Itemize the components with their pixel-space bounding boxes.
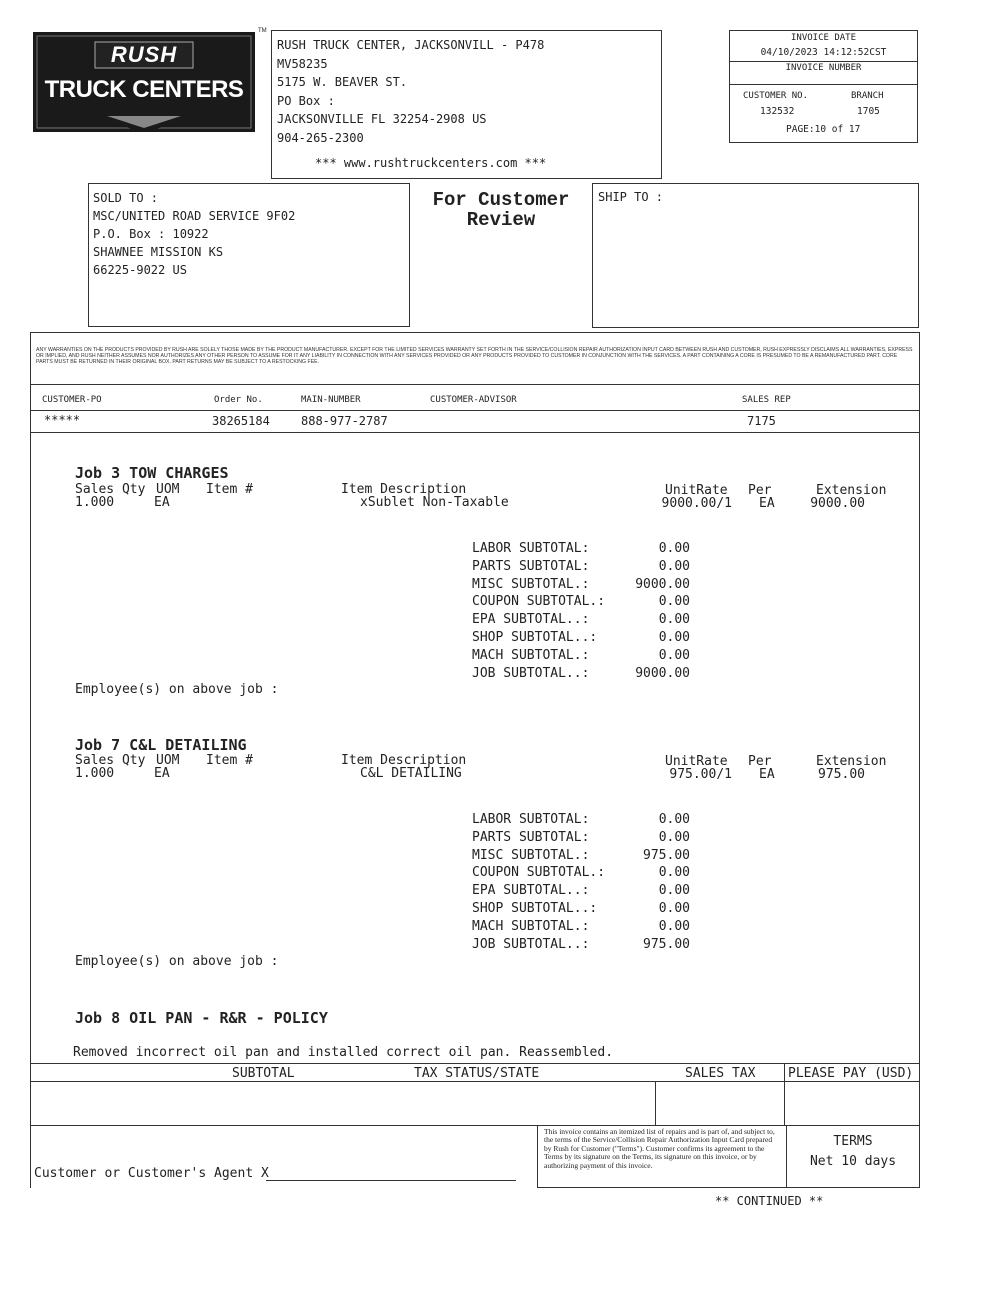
col-item: Item # (206, 482, 253, 497)
continued-notice: ** CONTINUED ** (715, 1194, 824, 1208)
ship-to-box (592, 183, 919, 328)
shop-subtotal-value: 0.00 (658, 629, 690, 645)
company-logo (33, 32, 255, 132)
store-name: RUSH TRUCK CENTER, JACKSONVILL - P478 (277, 38, 545, 52)
customer-no-label: CUSTOMER NO. (743, 91, 809, 101)
signature-line (266, 1180, 516, 1181)
customer-no-value: 132532 (760, 106, 795, 117)
parts-subtotal-label: PARTS SUBTOTAL: (472, 829, 590, 845)
mach-subtotal-label: MACH SUBTOTAL.: (472, 918, 590, 934)
logo-brand-bottom: TRUCK CENTERS (44, 76, 244, 103)
sold-to-po-box: P.O. Box : 10922 (93, 227, 209, 241)
warranty-text: ANY WARRANTIES ON THE PRODUCTS PROVIDED BY RUSH ARE SOLELY THOSE MADE BY THE PRODUCT MANUFACTURER. EXCEPT FOR THE LIMITED SERVICES WARRANTY SET FORTH IN THE SERVICE/COLLISION REPAIR AUTHORIZATION INPUT CARD BETWEEN RUSH AND CUSTOMER, RUSH EXPRESSLY DISCLAIMS ALL WARRANTIES, EXPRESS OR IMPLIED, AND RUSH NEITHER ASSUMES NOR AUTHORIZES ANY OTHER PERSON TO ASSUME FOR IT ANY LIABILITY IN CONNECTION WITH ANY SERVICES PROVIDED OR ANY PRODUCTS PROVIDED TO CUSTOMER IN CONJUNCTION WITH THE SERVICES. A PART CONTAINING A CORE IS PRESUMED TO BE A REMANUFACTURED PART. CORE PARTS MUST BE RETURNED IN THEIR ORIGINAL BOX. PART RETURNS MAY BE SUBJECT TO A RESTOCKING FEE. (36, 347, 913, 365)
line-uom: EA (154, 495, 170, 510)
job-title: Job 8 OIL PAN - R&R - POLICY (75, 1009, 328, 1027)
page-number: PAGE:10 of 17 (786, 124, 861, 135)
labor-subtotal-label: LABOR SUBTOTAL: (472, 812, 590, 827)
job-subtotal-value: 975.00 (643, 936, 690, 952)
invoice-date-label: INVOICE DATE (790, 33, 857, 43)
invoice-date-value: 04/10/2023 14:12:52CST (760, 47, 887, 58)
store-street: 5175 W. BEAVER ST. (277, 75, 408, 89)
line-uom: EA (154, 766, 170, 781)
col-per: Per (748, 754, 772, 769)
sales-rep-label: SALES REP (742, 395, 791, 405)
line-per: EA (759, 767, 775, 782)
review-stamp (414, 190, 588, 230)
col-unit-rate: UnitRate (665, 483, 728, 498)
job-subtotal-label: JOB SUBTOTAL..: (472, 665, 590, 681)
shop-subtotal-value: 0.00 (658, 900, 690, 916)
job-note: Removed incorrect oil pan and installed correct oil pan. Reassembled. (73, 1045, 614, 1060)
ship-to-label: SHIP TO : (598, 190, 664, 204)
sold-to-city: SHAWNEE MISSION KS (93, 245, 224, 259)
col-description: Item Description (341, 753, 467, 768)
misc-subtotal-value: 975.00 (643, 847, 690, 863)
fine-print: This invoice contains an itemized list of repairs and is part of, and subject to, the terms of the Service/Collision Repair Authorization Input Card prepared by Rush for Customer ("Terms"). Customer confirms its agreement to the Terms by its signature on the Terms, its signature on this invoice, or by authorizing payment of this invoice. (544, 1127, 775, 1170)
sales-rep-value: 7175 (747, 414, 776, 428)
sold-to-label: SOLD TO : (93, 191, 159, 205)
col-unit-rate: UnitRate (665, 754, 728, 769)
mach-subtotal-value: 0.00 (658, 918, 690, 934)
misc-subtotal-label: MISC SUBTOTAL.: (472, 847, 590, 863)
store-po-box: PO Box : (277, 93, 335, 108)
mach-subtotal-label: MACH SUBTOTAL.: (472, 647, 590, 663)
invoice-number-label: INVOICE NUMBER (785, 63, 862, 73)
mach-subtotal-value: 0.00 (658, 647, 690, 663)
branch-label: BRANCH (851, 91, 884, 101)
labor-subtotal-value: 0.00 (658, 812, 690, 827)
line-per: EA (759, 496, 775, 511)
col-description: Item Description (341, 482, 467, 497)
employee-label: Employee(s) on above job : (75, 954, 279, 969)
store-phone: 904-265-2300 (277, 130, 364, 145)
col-per: Per (748, 483, 772, 498)
store-website: *** www.rushtruckcenters.com *** (315, 156, 547, 170)
line-extension: 975.00 (818, 767, 865, 782)
sold-to-zip: 66225-9022 US (93, 263, 187, 277)
footer-sales-tax-label: SALES TAX (685, 1066, 756, 1081)
coupon-subtotal-label: COUPON SUBTOTAL.: (472, 865, 606, 881)
customer-po-label: CUSTOMER-PO (42, 395, 102, 405)
parts-subtotal-value: 0.00 (658, 558, 690, 574)
customer-advisor-label: CUSTOMER-ADVISOR (430, 395, 517, 405)
footer-subtotal-label: SUBTOTAL (232, 1066, 295, 1081)
store-city: JACKSONVILLE FL 32254-2908 US (277, 112, 487, 126)
col-sales-qty: Sales Qty (75, 482, 146, 497)
logo-tm: TM (258, 28, 267, 34)
line-unit-rate: 9000.00/1 (661, 496, 732, 511)
col-uom: UOM (156, 482, 180, 497)
footer-please-pay-label: PLEASE PAY (USD) (788, 1066, 914, 1081)
shop-subtotal-label: SHOP SUBTOTAL..: (472, 629, 598, 645)
epa-subtotal-label: EPA SUBTOTAL..: (472, 612, 590, 628)
order-no-value: 38265184 (212, 414, 270, 428)
col-item: Item # (206, 753, 253, 768)
labor-subtotal-value: 0.00 (658, 541, 690, 556)
employee-label: Employee(s) on above job : (75, 682, 279, 697)
order-no-label: Order No. (214, 395, 263, 405)
col-uom: UOM (156, 753, 180, 768)
parts-subtotal-value: 0.00 (658, 829, 690, 845)
main-number-value: 888-977-2787 (301, 414, 388, 428)
line-extension: 9000.00 (810, 496, 865, 511)
customer-po-value: ***** (44, 413, 81, 427)
job-subtotal-value: 9000.00 (635, 665, 690, 681)
main-number-label: MAIN-NUMBER (301, 395, 361, 405)
footer-tax-status-label: TAX STATUS/STATE (414, 1066, 540, 1081)
job-subtotal-label: JOB SUBTOTAL..: (472, 936, 590, 952)
line-qty: 1.000 (75, 495, 115, 510)
epa-subtotal-value: 0.00 (658, 612, 690, 628)
col-extension: Extension (816, 483, 887, 498)
job-title: Job 7 C&L DETAILING (75, 736, 247, 754)
review-line-2: Review (466, 209, 536, 231)
epa-subtotal-label: EPA SUBTOTAL..: (472, 883, 590, 899)
coupon-subtotal-label: COUPON SUBTOTAL.: (472, 594, 606, 610)
terms-label: TERMS (833, 1134, 873, 1149)
job-subtotals (472, 540, 690, 682)
review-line-1: For Customer (432, 189, 570, 211)
col-sales-qty: Sales Qty (75, 753, 146, 768)
sold-to-block (93, 189, 295, 279)
col-extension: Extension (816, 754, 887, 769)
line-description: xSublet Non-Taxable (360, 495, 509, 510)
branch-value: 1705 (857, 106, 880, 117)
coupon-subtotal-value: 0.00 (658, 865, 690, 881)
terms-value: Net 10 days (809, 1154, 897, 1169)
epa-subtotal-value: 0.00 (658, 883, 690, 899)
parts-subtotal-label: PARTS SUBTOTAL: (472, 558, 590, 574)
shop-subtotal-label: SHOP SUBTOTAL..: (472, 900, 598, 916)
line-description: C&L DETAILING (360, 766, 462, 781)
coupon-subtotal-value: 0.00 (658, 594, 690, 610)
job-subtotals (472, 811, 690, 953)
store-id: MV58235 (277, 56, 328, 71)
logo-brand-top: RUSH (110, 42, 178, 67)
misc-subtotal-value: 9000.00 (635, 576, 690, 592)
store-address (277, 36, 544, 147)
job-title: Job 3 TOW CHARGES (75, 464, 229, 482)
labor-subtotal-label: LABOR SUBTOTAL: (472, 541, 590, 556)
line-qty: 1.000 (75, 766, 115, 781)
customer-agent-signature-label: Customer or Customer's Agent X (34, 1166, 269, 1181)
line-unit-rate: 975.00/1 (669, 767, 732, 782)
misc-subtotal-label: MISC SUBTOTAL.: (472, 576, 590, 592)
sold-to-name: MSC/UNITED ROAD SERVICE 9F02 (93, 209, 296, 223)
